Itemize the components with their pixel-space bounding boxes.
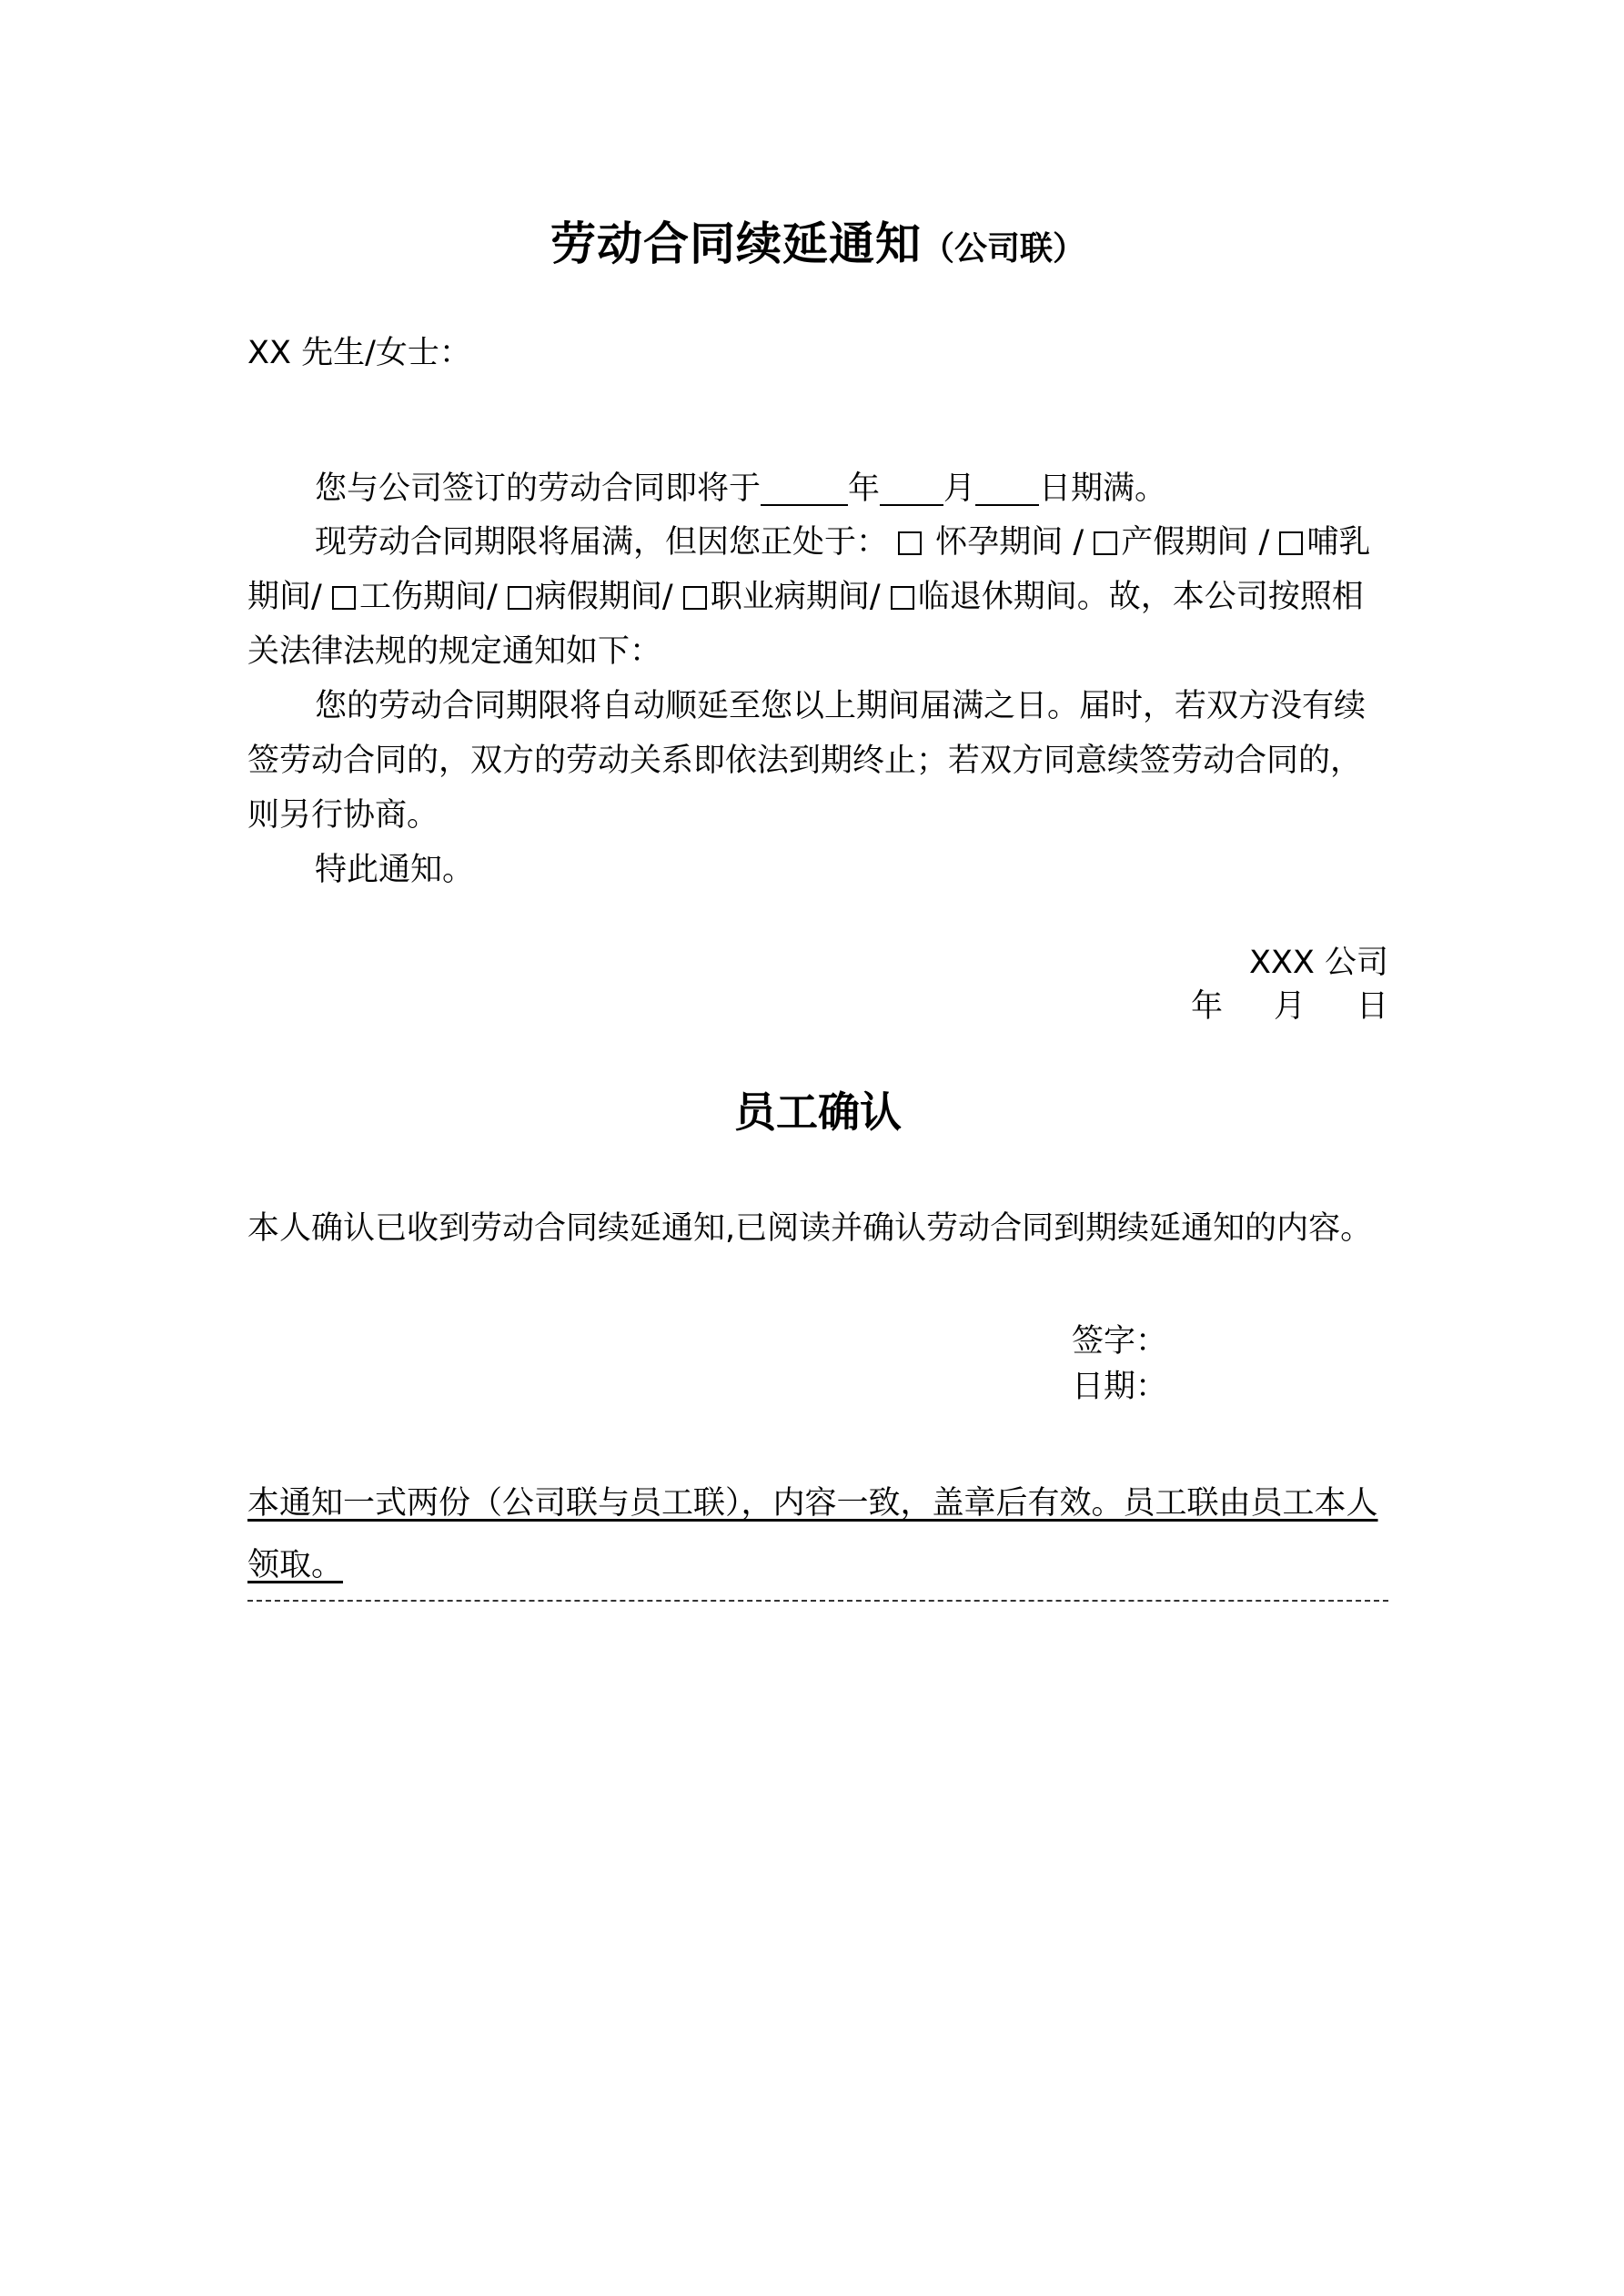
option-nursing: 哺乳期间/ <box>247 524 1371 615</box>
issue-date <box>1191 981 1388 1027</box>
cut-line <box>247 1600 1388 1602</box>
signature-label: 签字： <box>1072 1323 1168 1360</box>
day-label: 日期满。 <box>1039 470 1167 507</box>
conditions-outro: 故，本公司按照相关法律法规的规定通知如下： <box>247 579 1364 670</box>
checkbox-occupational-disease[interactable] <box>683 586 707 610</box>
year-label: 年 <box>848 470 881 507</box>
issue-date-day: 日 <box>1356 988 1388 1025</box>
footnote-text: 本通知一式两份（公司联与员工联），内容一致，盖章后有效。员工联由员工本人领取。 <box>247 1485 1378 1583</box>
month-blank <box>880 471 943 506</box>
option-maternity-leave: 产假期间 / <box>1121 524 1270 561</box>
option-work-injury: 工伤期间/ <box>358 579 498 615</box>
year-blank <box>761 471 848 506</box>
issue-date-month: 月 <box>1273 988 1306 1025</box>
option-pre-retirement: 临退休期间。 <box>917 579 1109 615</box>
signature-date-label: 日期： <box>1072 1369 1168 1405</box>
issue-date-year: 年 <box>1190 988 1223 1025</box>
confirmation-title: 员工确认 <box>734 1087 902 1137</box>
paragraph-conditions <box>247 515 1388 679</box>
month-label: 月 <box>943 470 976 507</box>
paragraph-closing: 特此通知。 <box>315 852 475 888</box>
option-sick-leave: 病假期间/ <box>534 579 673 615</box>
option-occupational-disease: 职业病期间/ <box>710 579 881 615</box>
checkbox-work-injury[interactable] <box>332 586 356 610</box>
day-blank <box>975 471 1039 506</box>
option-pregnancy: 怀孕期间 / <box>935 524 1084 561</box>
checkbox-pre-retirement[interactable] <box>891 586 914 610</box>
confirmation-text: 本人确认已收到劳动合同续延通知,已阅读并确认劳动合同到期续延通知的内容。 <box>247 1210 1373 1247</box>
paragraph-expiry <box>247 461 1388 516</box>
title-sub: （公司联） <box>921 230 1085 268</box>
paragraph-extension: 您的劳动合同期限将自动顺延至您以上期间届满之日。届时，若双方没有续签劳动合同的，双方的劳动关系即依法到期终止；若双方同意续签劳动合同的，则另行协商。 <box>247 688 1367 834</box>
footnote <box>247 1472 1388 1596</box>
company-name: XXX 公司 <box>1248 945 1388 981</box>
checkbox-pregnancy[interactable] <box>898 531 922 555</box>
checkbox-sick-leave[interactable] <box>508 586 531 610</box>
salutation: XX 先生/女士： <box>247 335 471 371</box>
document-title <box>247 207 1388 273</box>
expiry-text: 您与公司签订的劳动合同即将于 <box>315 470 762 507</box>
title-main: 劳动合同续延通知 <box>550 217 922 270</box>
conditions-intro: 现劳动合同期限将届满，但因您正处于： <box>315 524 889 561</box>
checkbox-nursing[interactable] <box>1279 531 1303 555</box>
checkbox-maternity-leave[interactable] <box>1094 531 1117 555</box>
